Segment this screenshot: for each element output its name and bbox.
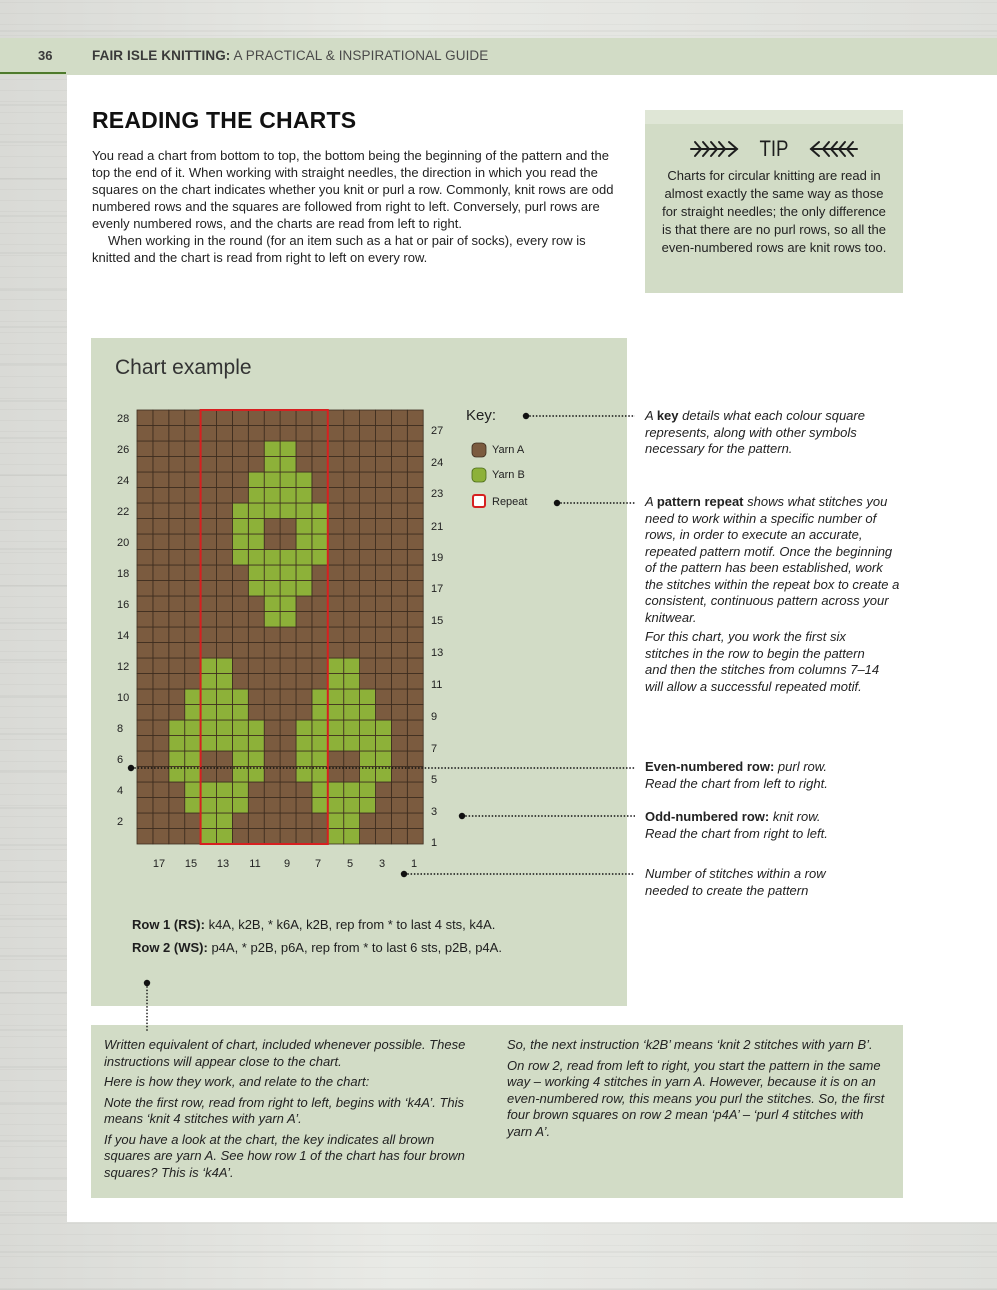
odd-row-leader-dot [459,813,465,819]
intro-paragraph-2: When working in the round (for an item such as a hat or pair of socks), every row is knitted and the chart is read from right to left on every row. [92,233,586,265]
column-label: 3 [378,858,386,870]
row-label-right: 1 [431,837,438,849]
tip-text: Charts for circular knitting are read in almost exactly the same way as those for straight needles; the only difference is that there are no purl rows, so all the even-numbered rows are knit rows too. [661,168,887,255]
row-label-right: 7 [431,743,438,755]
row-label-left: 12 [117,660,130,673]
column-label: 7 [314,858,322,870]
key-label-yarn-a: Yarn A [492,444,525,456]
stitches-annotation: Number of stitches within a row needed to create the pattern [645,866,826,898]
column-label: 9 [283,858,291,870]
book-subtitle: A PRACTICAL & INSPIRATIONAL GUIDE [233,48,489,63]
row-label-left: 14 [117,629,130,642]
row-label-right: 21 [431,521,444,533]
row-2-instruction: Row 2 (WS): p4A, * p2B, p6A, rep from * to last 6 sts, p2B, p4A. [132,940,502,955]
column-label: 11 [249,858,261,870]
row-label-left: 2 [117,815,124,828]
row-label-left: 8 [117,722,124,735]
row-label-right: 9 [431,711,438,723]
key-label-repeat: Repeat [492,496,528,508]
intro-paragraph-1: You read a chart from bottom to top, the bottom being the beginning of the pattern and the top the end of it. When working with straight needles, the direction in which you read the squares on the chart indicates whether you knit or purl a row. Commonly, knit rows are odd numbered rows and the squares are followed from right to left. Conversely, purl rows are evenly numbered rows, and the charts are read from left to right. [92,148,614,231]
written-leader-dot [144,980,150,986]
row-1-instruction: Row 1 (RS): k4A, k2B, * k6A, k2B, rep from * to last 4 sts, k4A. [132,917,496,932]
row-label-left: 10 [117,691,130,704]
even-row-leader-dot [128,765,134,771]
explanation-column-1: Written equivalent of chart, included whenever possible. These instructions will appear close to the chart. Here is how they work, and relate to the chart: Note the first row, read from right to left, begins with ‘k4A’. This means ‘knit 4 stitches with yarn A’. If you have a look at the chart, the key indicates all brown squares are yarn A. See how row 1 of the chart has four brown squares? This is ‘k4A’. [104,1037,466,1180]
row-label-left: 24 [117,474,130,487]
chart-example-title: Chart example [115,356,252,379]
row-label-left: 22 [117,505,130,518]
row-label-left: 26 [117,443,130,456]
row-label-left: 6 [117,753,124,766]
row-label-right: 19 [431,552,444,564]
repeat-leader-dot [554,500,560,506]
row-label-right: 13 [431,647,444,659]
key-label-yarn-b: Yarn B [492,469,525,481]
key-annotation: A key details what each colour square represents, along with other symbols necessary for the pattern. [645,408,865,456]
row-label-left: 4 [117,784,124,797]
key-title: Key: [466,407,497,424]
repeat-annotation: A pattern repeat shows what stitches you need to work within a specific number of rows, in order to execute an accurate, repeated pattern motif. Once the beginning of the pattern has been established, work the stitches within the repeat box to create a consistent, continuous pattern across your knitwear. For this chart, you work the first six stitches in the row to begin the pattern and then the stitches from columns 7–14 will allow a successful repeated motif. [645,494,900,694]
column-label: 13 [216,858,230,870]
row-label-right: 24 [431,457,444,469]
row-label-right: 3 [431,806,438,818]
section-title: READING THE CHARTS [92,107,357,133]
column-label: 5 [346,858,354,870]
even-row-annotation: Even-numbered row: purl row. Read the chart from left to right. [645,759,828,791]
explanation-column-2: So, the next instruction ‘k2B’ means ‘knit 2 stitches with yarn B’. On row 2, read from left to right, you start the pattern in the same way – working 4 stitches in yarn A. However, because it is on an even-numbered row, this means you purl the stitches. So, the first four brown squares on row 2 mean ‘p4A’ – ‘purl 4 stitches with yarn A’. [507,1037,885,1139]
row-label-right: 27 [431,425,444,437]
tip-title: TIP [759,136,789,161]
odd-row-annotation: Odd-numbered row: knit row. Read the chart from right to left. [645,809,828,841]
row-label-left: 16 [117,598,130,611]
row-label-right: 5 [431,774,438,786]
row-label-right: 17 [431,583,444,595]
stitches-leader-dot [401,871,407,877]
column-label: 15 [184,858,198,870]
row-label-right: 23 [431,488,444,500]
column-label: 17 [152,858,166,870]
column-label: 1 [410,858,418,870]
row-label-left: 20 [117,536,130,549]
row-label-right: 11 [431,679,443,691]
row-label-right: 15 [431,615,444,627]
row-label-left: 18 [117,567,130,580]
row-label-left: 28 [117,412,130,425]
key-leader-dot [523,413,529,419]
book-title: FAIR ISLE KNITTING: [92,48,231,63]
page-number: 36 [38,48,53,63]
